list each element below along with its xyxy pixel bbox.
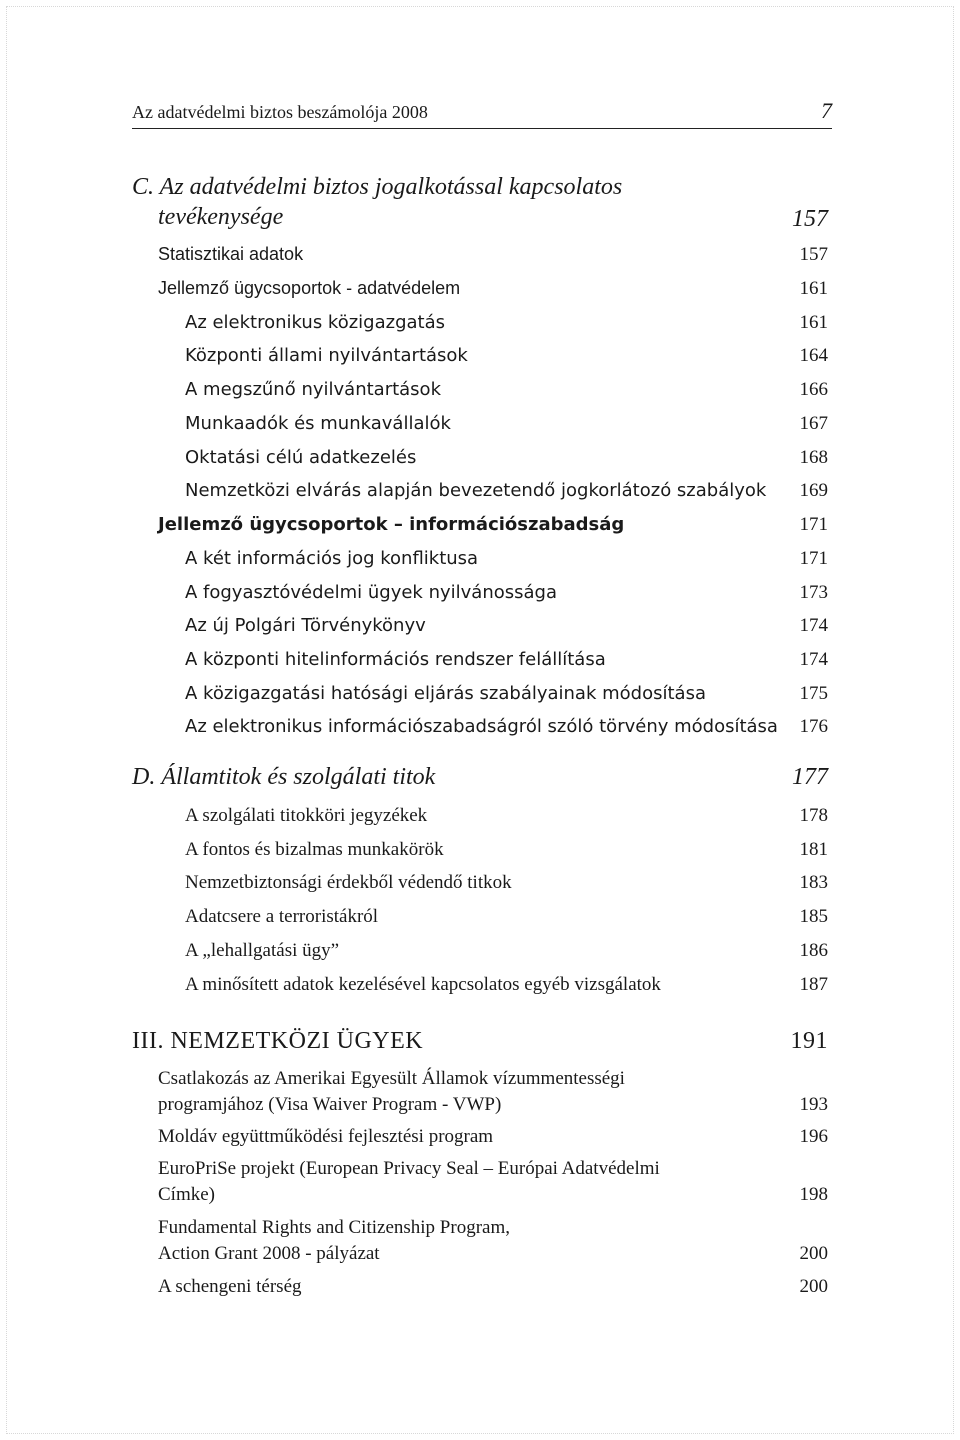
toc-entry-page: 185 <box>799 906 828 927</box>
toc-entry-page: 157 <box>799 244 828 265</box>
section-d-title: D. Államtitok és szolgálati titok <box>132 764 436 790</box>
section-d-page: 177 <box>792 764 828 790</box>
toc-entry-page: 166 <box>799 379 828 400</box>
toc-entry-page: 167 <box>799 413 828 434</box>
toc-entry-label: A fogyasztóvédelmi ügyek nyilvánossága <box>185 582 557 603</box>
toc-entry-page: 198 <box>799 1184 828 1205</box>
toc-entry-label: Csatlakozás az Amerikai Egyesült Államok vízummentességi <box>158 1068 625 1089</box>
toc-entry-page: 193 <box>799 1094 828 1115</box>
toc-entry-label: Központi állami nyilvántartások <box>185 345 468 366</box>
toc-entry-page: 200 <box>799 1276 828 1297</box>
toc-entry-label: Munkaadók és munkavállalók <box>185 413 451 434</box>
toc-entry-label: Statisztikai adatok <box>158 244 304 264</box>
section-c-title-line1: C. Az adatvédelmi biztos jogalkotással kapcsolatos <box>132 174 623 200</box>
section-c-page: 157 <box>792 206 828 232</box>
toc-entry-page: 200 <box>799 1243 828 1264</box>
toc-entry-page: 183 <box>799 872 828 893</box>
header-title: Az adatvédelmi biztos beszámolója 2008 <box>132 102 428 122</box>
toc-entry-label: A fontos és bizalmas munkakörök <box>185 839 444 860</box>
toc-entry-label: A szolgálati titokköri jegyzékek <box>185 805 428 826</box>
toc-entry-page: 187 <box>799 974 828 995</box>
toc-entry-label: Fundamental Rights and Citizenship Program, <box>158 1217 510 1238</box>
toc-entry-page: 175 <box>799 683 828 704</box>
toc-entry-label: EuroPriSe projekt (European Privacy Seal – Európai Adatvédelmi <box>158 1158 660 1179</box>
section-iii-title: III. NEMZETKÖZI ÜGYEK <box>132 1028 424 1054</box>
header-page-number: 7 <box>821 98 832 123</box>
toc-entry-label: Adatcsere a terroristákról <box>185 906 379 927</box>
toc-entry-page: 173 <box>799 582 828 603</box>
toc-entry-page: 174 <box>799 649 828 670</box>
toc-entry-label: A minősített adatok kezelésével kapcsolatos egyéb vizsgálatok <box>185 974 661 995</box>
toc-entry-page: 178 <box>799 805 828 826</box>
toc-entry-page: 196 <box>799 1126 828 1147</box>
toc-entry-label: Címke) <box>158 1184 215 1205</box>
toc-entry-page: 169 <box>799 480 828 501</box>
toc-entry-label: Moldáv együttműködési fejlesztési program <box>158 1126 494 1147</box>
toc-entry-label: Action Grant 2008 - pályázat <box>158 1243 380 1264</box>
toc-entry-page: 171 <box>799 514 828 535</box>
toc-entry-label: A megszűnő nyilvántartások <box>185 379 441 400</box>
toc-entry-page: 161 <box>799 312 828 333</box>
toc-entry-label: Az új Polgári Törvénykönyv <box>185 615 426 636</box>
toc-entry-label: Nemzetbiztonsági érdekből védendő titkok <box>185 872 512 893</box>
toc-entry-label: A két információs jog konfliktusa <box>185 548 479 569</box>
toc-entry-page: 171 <box>799 548 828 569</box>
toc-entry-label: A közigazgatási hatósági eljárás szabályainak módosítása <box>185 683 706 704</box>
toc-entry-page: 168 <box>799 447 828 468</box>
toc-entry-label: A schengeni térség <box>158 1276 302 1297</box>
toc-entry-label: Oktatási célú adatkezelés <box>185 447 417 468</box>
toc-entry-label: Az elektronikus információszabadságról szóló törvény módosítása <box>185 716 778 737</box>
toc-entry-page: 186 <box>799 940 828 961</box>
toc-entry-label: Az elektronikus közigazgatás <box>185 312 445 333</box>
toc-entry-label: A központi hitelinformációs rendszer felállítása <box>185 649 606 670</box>
section-c-title-line2: tevékenysége <box>158 204 284 230</box>
toc-entry-label: Jellemző ügycsoportok – információszabadság <box>158 514 625 535</box>
toc-entry-page: 164 <box>799 345 828 366</box>
toc-entry-label: Jellemző ügycsoportok - adatvédelem <box>158 278 461 298</box>
toc-entry-label: programjához (Visa Waiver Program - VWP) <box>158 1094 502 1115</box>
toc-entry-page: 181 <box>799 839 828 860</box>
toc-entry-page: 161 <box>799 278 828 299</box>
section-iii-page: 191 <box>790 1028 828 1054</box>
toc-entry-label: A „lehallgatási ügy” <box>185 940 340 961</box>
toc-entry-page: 176 <box>799 716 828 737</box>
toc-entry-page: 174 <box>799 615 828 636</box>
toc-entry-label: Nemzetközi elvárás alapján bevezetendő jogkorlátozó szabályok <box>185 480 767 501</box>
